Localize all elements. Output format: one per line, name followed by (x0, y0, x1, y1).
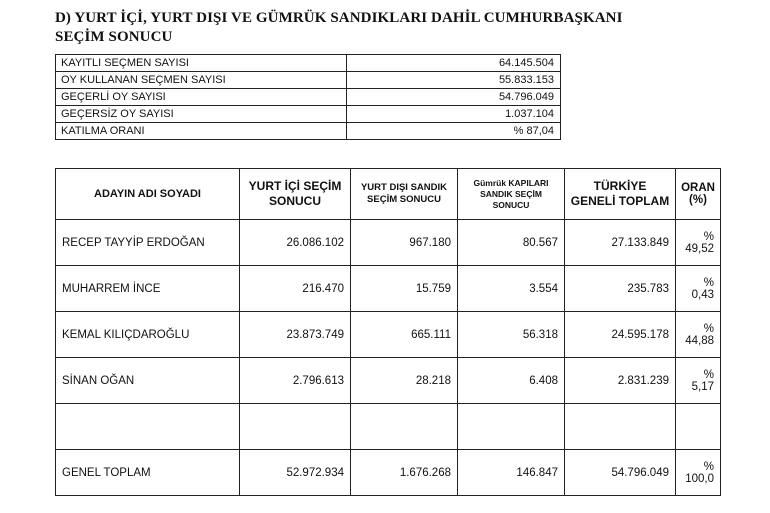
cell-total (565, 404, 676, 450)
header-abroad: YURT DIŞI SANDIK SEÇİM SONUCU (351, 169, 458, 220)
header-customs: Gümrük KAPILARI SANDIK SEÇİM SONUCU (458, 169, 565, 220)
summary-value: 55.833.153 (347, 72, 561, 89)
results-table (55, 168, 721, 496)
cell-domestic: 26.086.102 (240, 220, 351, 266)
cell-abroad: 28.218 (351, 358, 458, 404)
results-header-row (56, 169, 721, 220)
document-title (55, 9, 623, 47)
cell-abroad: 665.111 (351, 312, 458, 358)
cell-customs: 146.847 (458, 450, 565, 496)
summary-label: KATILMA ORANI (56, 123, 347, 140)
cell-domestic: 23.873.749 (240, 312, 351, 358)
cell-ratio: % 44,88 (676, 312, 721, 358)
cell-customs: 80.567 (458, 220, 565, 266)
summary-row (56, 106, 561, 123)
cell-domestic: 52.972.934 (240, 450, 351, 496)
summary-label: GEÇERSİZ OY SAYISI (56, 106, 347, 123)
header-candidate-name: ADAYIN ADI SOYADI (56, 169, 240, 220)
cell-ratio: % 49,52 (676, 220, 721, 266)
cell-domestic: 216.470 (240, 266, 351, 312)
summary-value: 1.037.104 (347, 106, 561, 123)
table-row (56, 450, 721, 496)
table-row (56, 358, 721, 404)
cell-total: 24.595.178 (565, 312, 676, 358)
summary-value: 64.145.504 (347, 55, 561, 72)
cell-total: 27.133.849 (565, 220, 676, 266)
cell-name: KEMAL KILIÇDAROĞLU (56, 312, 240, 358)
cell-abroad: 15.759 (351, 266, 458, 312)
table-row (56, 404, 721, 450)
header-ratio: ORAN (%) (676, 169, 721, 220)
cell-customs: 6.408 (458, 358, 565, 404)
cell-ratio (676, 404, 721, 450)
summary-value: % 87,04 (347, 123, 561, 140)
summary-label: KAYITLI SEÇMEN SAYISI (56, 55, 347, 72)
table-row (56, 312, 721, 358)
summary-row (56, 72, 561, 89)
summary-table (55, 54, 561, 140)
title-line-1: D) YURT İÇİ, YURT DIŞI VE GÜMRÜK SANDIKLARI DAHİL CUMHURBAŞKANI (55, 10, 623, 26)
cell-name: GENEL TOPLAM (56, 450, 240, 496)
summary-value: 54.796.049 (347, 89, 561, 106)
cell-name: RECEP TAYYİP ERDOĞAN (56, 220, 240, 266)
cell-name: MUHARREM İNCE (56, 266, 240, 312)
cell-abroad: 1.676.268 (351, 450, 458, 496)
summary-row (56, 55, 561, 72)
cell-abroad (351, 404, 458, 450)
cell-customs (458, 404, 565, 450)
summary-label: OY KULLANAN SEÇMEN SAYISI (56, 72, 347, 89)
table-row (56, 266, 721, 312)
header-total: TÜRKİYE GENELİ TOPLAM (565, 169, 676, 220)
cell-total: 235.783 (565, 266, 676, 312)
cell-domestic (240, 404, 351, 450)
cell-total: 2.831.239 (565, 358, 676, 404)
header-domestic: YURT İÇİ SEÇİM SONUCU (240, 169, 351, 220)
summary-label: GEÇERLİ OY SAYISI (56, 89, 347, 106)
cell-domestic: 2.796.613 (240, 358, 351, 404)
cell-name: SİNAN OĞAN (56, 358, 240, 404)
cell-name (56, 404, 240, 450)
title-line-2: SEÇİM SONUCU (55, 29, 173, 45)
table-row (56, 220, 721, 266)
summary-row (56, 123, 561, 140)
cell-total: 54.796.049 (565, 450, 676, 496)
cell-ratio: % 5,17 (676, 358, 721, 404)
summary-row (56, 89, 561, 106)
cell-ratio: % 100,0 (676, 450, 721, 496)
cell-customs: 56.318 (458, 312, 565, 358)
cell-customs: 3.554 (458, 266, 565, 312)
cell-ratio: % 0,43 (676, 266, 721, 312)
cell-abroad: 967.180 (351, 220, 458, 266)
